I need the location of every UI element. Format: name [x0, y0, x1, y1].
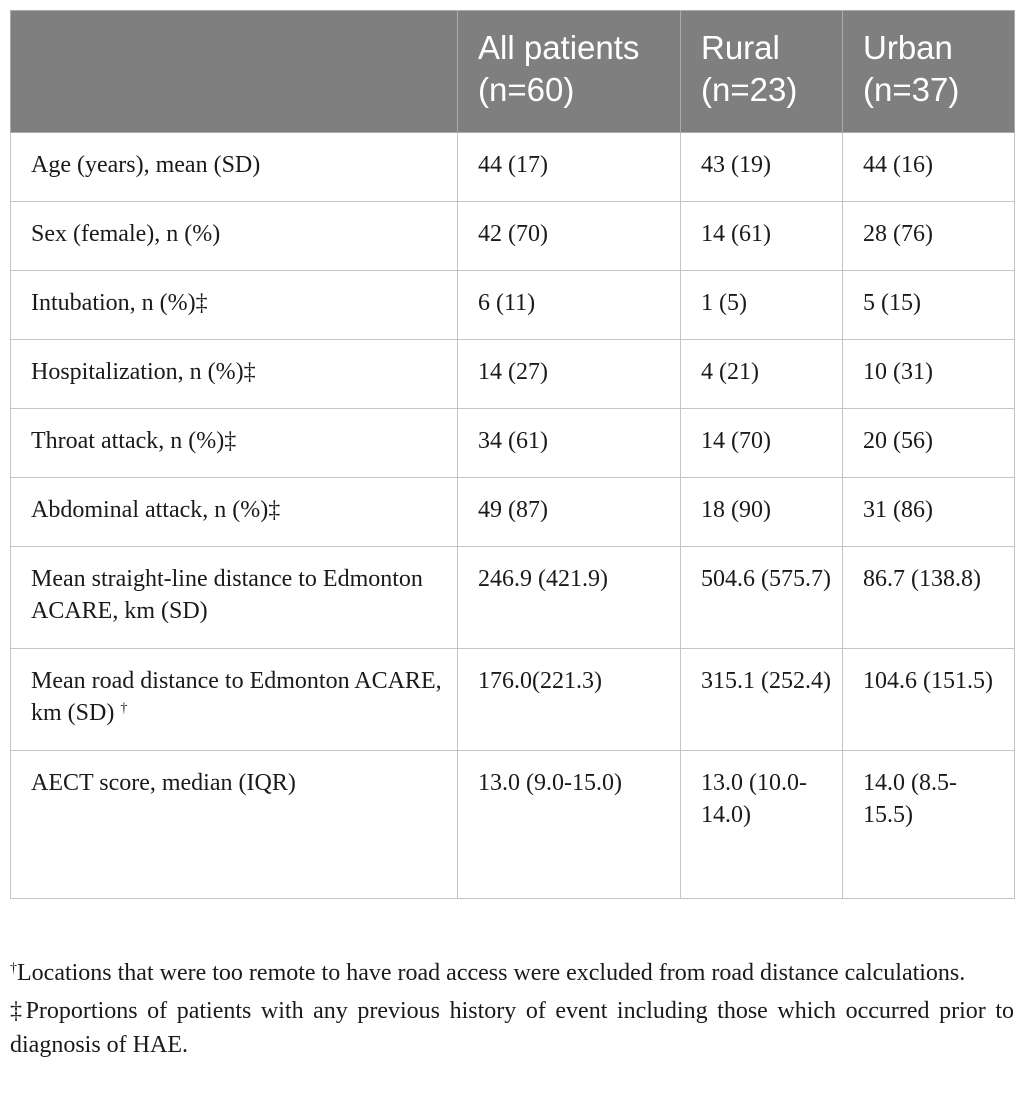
footnote-mark: †	[10, 961, 17, 976]
row-label: Age (years), mean (SD)	[11, 133, 458, 202]
cell-rural: 315.1 (252.4)	[681, 649, 843, 751]
table-row	[11, 133, 1015, 202]
cell-urban: 104.6 (151.5)	[843, 649, 1015, 751]
table-row	[11, 547, 1015, 649]
table-row	[11, 409, 1015, 478]
cell-rural: 14 (61)	[681, 202, 843, 271]
cell-urban: 44 (16)	[843, 133, 1015, 202]
footnote-dagger	[10, 956, 1014, 990]
cell-all-patients: 6 (11)	[458, 271, 681, 340]
cell-all-patients: 49 (87)	[458, 478, 681, 547]
cell-urban: 10 (31)	[843, 340, 1015, 409]
table-container	[10, 10, 1014, 899]
row-label: AECT score, median (IQR)	[11, 751, 458, 899]
table-row	[11, 751, 1015, 899]
header-cell-rural: Rural (n=23)	[681, 11, 843, 133]
table-row	[11, 649, 1015, 751]
header-cell-all-patients: All patients (n=60)	[458, 11, 681, 133]
patient-characteristics-table	[10, 10, 1015, 899]
footnote-double-dagger	[10, 994, 1014, 1062]
row-label: Hospitalization, n (%)‡	[11, 340, 458, 409]
row-label: Mean road distance to Edmonton ACARE, km (SD)	[31, 668, 442, 726]
row-label: Intubation, n (%)‡	[11, 271, 458, 340]
table-row	[11, 202, 1015, 271]
cell-urban: 14.0 (8.5-15.5)	[843, 751, 1015, 899]
dagger-mark: †	[120, 701, 128, 716]
table-footnotes	[10, 956, 1014, 1066]
table-header-row	[11, 11, 1015, 133]
row-label-cell	[11, 649, 458, 751]
header-cell-label	[11, 11, 458, 133]
cell-rural: 13.0 (10.0-14.0)	[681, 751, 843, 899]
table-row	[11, 340, 1015, 409]
footnote-text: ‡Proportions of patients with any previous history of event including those which occurred prior to diagnosis of HAE.	[10, 998, 1014, 1058]
header-cell-urban: Urban (n=37)	[843, 11, 1015, 133]
row-label: Sex (female), n (%)	[11, 202, 458, 271]
cell-rural: 1 (5)	[681, 271, 843, 340]
cell-urban: 28 (76)	[843, 202, 1015, 271]
cell-urban: 5 (15)	[843, 271, 1015, 340]
cell-urban: 31 (86)	[843, 478, 1015, 547]
row-label: Abdominal attack, n (%)‡	[11, 478, 458, 547]
table-row	[11, 271, 1015, 340]
cell-rural: 43 (19)	[681, 133, 843, 202]
cell-all-patients: 34 (61)	[458, 409, 681, 478]
cell-rural: 4 (21)	[681, 340, 843, 409]
row-label: Throat attack, n (%)‡	[11, 409, 458, 478]
cell-all-patients: 42 (70)	[458, 202, 681, 271]
cell-all-patients: 13.0 (9.0-15.0)	[458, 751, 681, 899]
cell-all-patients: 44 (17)	[458, 133, 681, 202]
cell-rural: 504.6 (575.7)	[681, 547, 843, 649]
cell-all-patients: 176.0(221.3)	[458, 649, 681, 751]
table-row	[11, 478, 1015, 547]
cell-all-patients: 14 (27)	[458, 340, 681, 409]
footnote-text: Locations that were too remote to have road access were excluded from road distance calculations.	[17, 960, 966, 986]
cell-urban: 20 (56)	[843, 409, 1015, 478]
cell-rural: 18 (90)	[681, 478, 843, 547]
cell-urban: 86.7 (138.8)	[843, 547, 1015, 649]
row-label: Mean straight-line distance to Edmonton ACARE, km (SD)	[11, 547, 458, 649]
cell-rural: 14 (70)	[681, 409, 843, 478]
cell-all-patients: 246.9 (421.9)	[458, 547, 681, 649]
